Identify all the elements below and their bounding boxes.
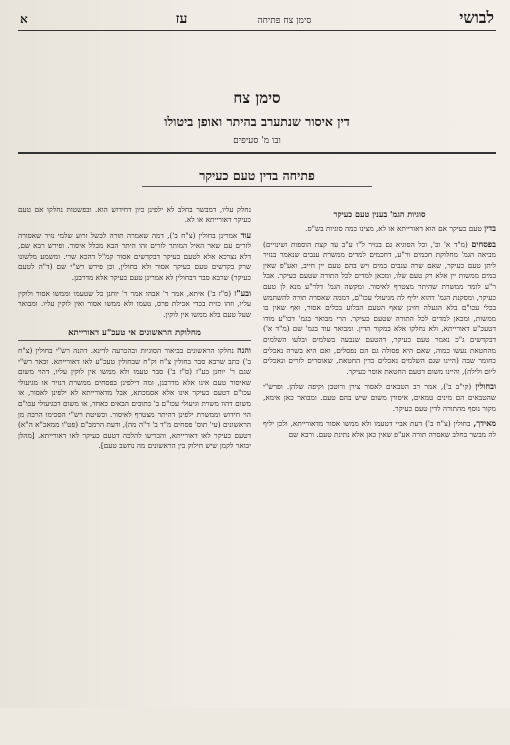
lead-word: בפסחים <box>471 238 496 249</box>
divider <box>18 152 496 154</box>
running-head <box>18 8 496 31</box>
paragraph-text: נחלק עליו, דמבשר בחלב לא ילפינן כיון דחידוש הוא. ובפשטות נחלקו אם טעם כעיקר דאורייתא או לא. <box>18 204 251 225</box>
paragraph-text: בחולין (צ"ח ב') דעת אביי דטעמו ולא ממשו אסור מדאורייתא, ולכן יליף לה מבשר בחלב שאסרה תורה אע"פ שאין כאן אלא נתינת טעם. ורבא שם <box>263 419 496 439</box>
paragraph-text: (ס"ז ב') איתא, אמר ר' אבהו אמר ר' יוחנן כל שטעמו וממשו אסור ולוקין עליו, וזהו כזית בכדי אכילת פרס, טעמו ולא ממשו אסור ואין לוקין עליו. ומבואר שעל טעם בלא ממשו אין לוקין. <box>18 288 251 319</box>
petiha-title: פתיחה בדין טעם כעיקר <box>142 168 372 187</box>
section-heading: מחלוקת הראשונים אי טעכ"ע דאורייתא <box>18 328 251 341</box>
siman-subtitle: דין איסור שנתערב בהיתר ואופן ביטולו <box>164 114 350 129</box>
text-columns <box>18 205 496 745</box>
lead-word: והנה <box>237 345 251 356</box>
lead-word: עוד <box>240 229 251 240</box>
book-title: לבושי <box>459 8 494 27</box>
paragraph-text: (קי"ב ב'), אמר רב הטבאים לאסור צירן ורוטבן וקיפה שלהן. ופרש"י שהטבאים הם מינים טמאים, איסורן משום שיש בהם טעם. ומבואר כאן אימא, מקור נוסף מהתורה לדין טעם כעיקר. <box>263 382 496 413</box>
paragraph <box>18 345 251 452</box>
right-column <box>263 205 496 745</box>
paragraph <box>18 205 251 226</box>
paragraph-text: טעם כעיקר אם הוא דאורייתא או לא, מצינו כמה סוגיות בש"ס. <box>305 224 482 234</box>
paragraph <box>18 230 251 284</box>
lead-word: מאידך, <box>473 418 496 429</box>
left-column <box>18 205 251 745</box>
paragraph <box>263 381 496 414</box>
lead-word: בדין <box>484 223 496 234</box>
running-head-middle <box>176 11 312 28</box>
paragraph <box>18 288 251 321</box>
siman-title: סימן צח <box>233 89 281 107</box>
siman-count: ובו מ' סעיפים <box>233 136 281 146</box>
paragraph-text: (מ"ד א' וב', וכל הסוגיא גם בנזיר ל"ו ע"ב עד קצת הוספות ושינויים) מביאה הגמ' מחלוקת חכמים ור"ע, דחכמים למדים ממשרת ענבים שנאמר בנזיר ליתן טעם כעיקר, שאם שרה ענבים במים ויש בהם טעם יין חייב, ואע"פ שאין במים ממשות יין אלא רק טעם שלו, ומכאן למדים לכל התורה שטעם כעיקר. אבל ר"ע לומד ממשרת שהיתר מצטרף לאיסור. ומקשה הגמ' דלר"ע מנא לן טעם כעיקר, ומסקנת הגמ' דהוא יליף לה מגיעולי עכו"ם, דממה שאסרה תורה להשתמש בכלי עכו"ם בלא הגעלה חזינן שאף הטעם הבלוע בכלים אסור, ואף שאין בו ממשות, ומכאן למדים לכל התורה שטעם כעיקר. הרי מבואר בגמ' דכו"ע מודו דטעכ"ע דאורייתא, ולא נחלקו אלא במקור הדין. ומבואר עוד בגמ' שם (מ"ד א') דבקדשים ג"כ נאמר טעם כעיקר, דהטעם שנבעה בשלמים ובלעו השלמים מהחטאת נעשו כמוה, שאם היא פסולה גם הם נפסלים, ואם היא בשרה נאכלים כחומר שבה (היינו שגם השלמים נאכלים כדין החטאת, שאוסרים לזרים ונאכלים ליום ולילה), והיינו משום דטעם החטאת אוסר כעיקר. <box>263 239 496 376</box>
paragraph <box>263 239 496 378</box>
paragraph <box>263 223 496 235</box>
folio-number: עז <box>175 11 188 27</box>
paragraph-text: נחלקו הראשונים בביאור הסוגיות ובהכרעה לדינא. דהנה רש"י בחולין (צ"ח ב') כתב שרבא סבר בחולין צ"ח וק"ח שבחולין טעכ"ע לאו דאורייתא. ובאר רש"י שגם ר' יוחנן בע"ז (ס"ז ב') סבר טעמו ולא ממשו אין לוקין עליו, דהוי משום שאיסור טעם אינו אלא מדרבנן, ומה דילפינן בפסחים ממשרת דנזיר או מגיעולי עכו"ם דטעם כעיקר אינו אלא אסמכתא, אבל מדאורייתא לא ילפינן לאסור, או משום דהוו משרת וגיעולי עכו"ם ב' כתובים הבאים כאחד, או משום דבגיעולי עכו"ם הוי חידוש וממשרת ילפינן דהיתר מצטרף לאיסור. וכשיטת רש"י הסכימו הרבה מן הראשונים (עי' תוס' פסחים מ"ד ב' ד"ה מה), ודעת הרמב"ם (פט"ו ממאכ"א ה"א) דטעם כעיקר לאו דאורייתא, והכריעו להלכה דטעם כעיקר לאו דאורייתא. [מהלן יבואר לקמן שיש חילוק בין הראשונים מה נחשב טעם]. <box>18 346 251 451</box>
paragraph <box>263 418 496 440</box>
right-column-heading: סוגיות הגמ' בענין טעם כעיקר <box>333 208 426 219</box>
section-label: סימן צח פתיחה <box>257 16 312 26</box>
lead-word: ובע"ז <box>234 287 251 298</box>
page-letter: א <box>20 12 28 26</box>
paragraph-text: אמרינן בחולין (צ"ח ב'), דמה שאמרה תורה לבשל זרוע שלמי נזיר שאסורה לזרים עם שאר האיל המותר לזרים זהו היתר הבא מכלל איסור. ופירש רבא שם, דלא נצרכא אלא לטעם כעיקר דבקדשים אסור קמ"ל דהכא שרי. ומשמע מלשונו שרק בקדשים טעם כעיקר אסור ולא בחולין, וכן פירש רש"י שם (ד"ה לטעם כעיקר) שרבא סבר דבחולין לא אמרינן טעם כעיקר אלא מדרבנן. <box>18 230 251 283</box>
lead-word: ובחולין <box>475 381 496 392</box>
